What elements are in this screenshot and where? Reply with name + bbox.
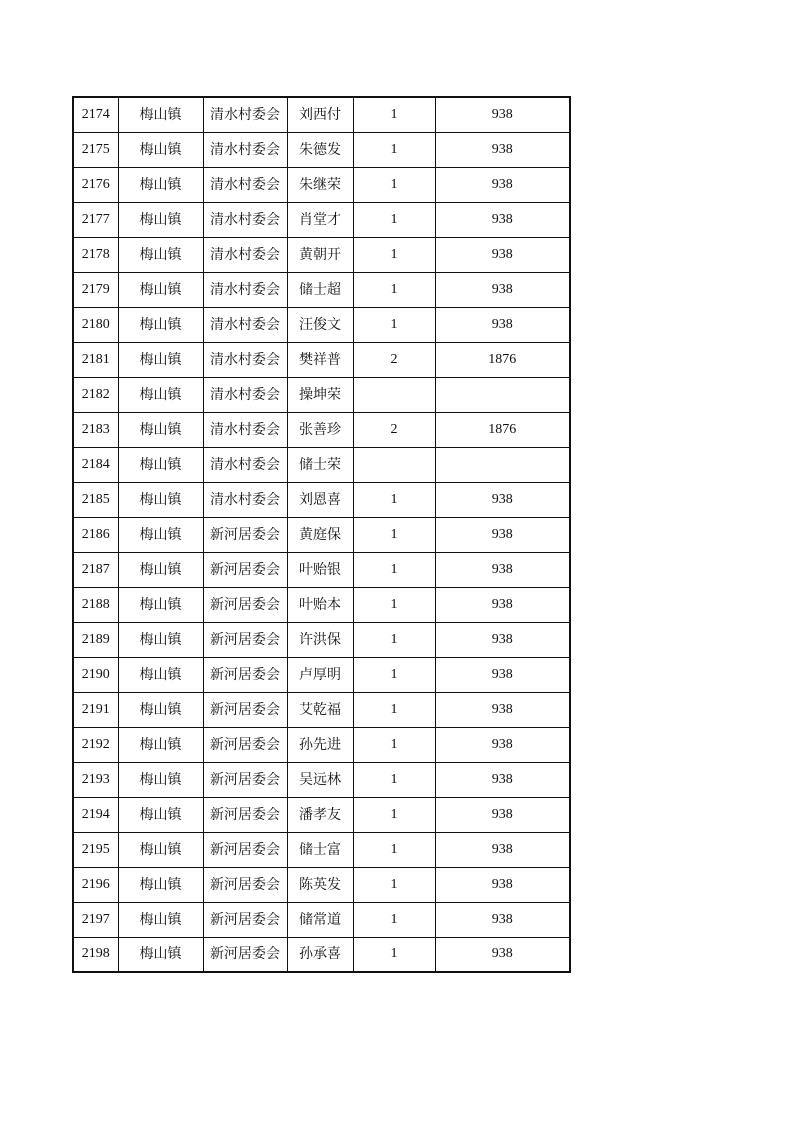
table-row (73, 202, 570, 237)
count-cell: 1 (353, 832, 435, 867)
person-name-cell: 操坤荣 (287, 377, 353, 412)
person-name-cell: 朱德发 (287, 132, 353, 167)
table-row (73, 342, 570, 377)
person-name-cell: 刘恩喜 (287, 482, 353, 517)
table-row (73, 657, 570, 692)
town-cell: 梅山镇 (118, 517, 203, 552)
count-cell: 1 (353, 237, 435, 272)
record-number-cell: 2180 (73, 307, 118, 342)
person-name-cell: 储士超 (287, 272, 353, 307)
amount-cell: 938 (435, 237, 570, 272)
records-table-body (73, 97, 570, 972)
count-cell: 1 (353, 552, 435, 587)
amount-cell: 938 (435, 482, 570, 517)
table-row (73, 377, 570, 412)
amount-cell: 938 (435, 552, 570, 587)
count-cell: 1 (353, 937, 435, 972)
town-cell: 梅山镇 (118, 272, 203, 307)
count-cell: 1 (353, 797, 435, 832)
person-name-cell: 吴远林 (287, 762, 353, 797)
table-row (73, 167, 570, 202)
count-cell: 1 (353, 132, 435, 167)
table-row (73, 482, 570, 517)
amount-cell: 938 (435, 97, 570, 132)
table-row (73, 692, 570, 727)
table-row (73, 237, 570, 272)
record-number-cell: 2191 (73, 692, 118, 727)
person-name-cell: 张善珍 (287, 412, 353, 447)
record-number-cell: 2193 (73, 762, 118, 797)
amount-cell: 938 (435, 587, 570, 622)
person-name-cell: 黄朝开 (287, 237, 353, 272)
town-cell: 梅山镇 (118, 797, 203, 832)
committee-cell: 新河居委会 (203, 762, 287, 797)
record-number-cell: 2183 (73, 412, 118, 447)
record-number-cell: 2197 (73, 902, 118, 937)
amount-cell: 938 (435, 307, 570, 342)
committee-cell: 新河居委会 (203, 587, 287, 622)
count-cell: 1 (353, 97, 435, 132)
town-cell: 梅山镇 (118, 622, 203, 657)
amount-cell: 938 (435, 272, 570, 307)
person-name-cell: 叶贻银 (287, 552, 353, 587)
amount-cell: 938 (435, 517, 570, 552)
count-cell: 1 (353, 727, 435, 762)
count-cell: 1 (353, 517, 435, 552)
table-row (73, 937, 570, 972)
committee-cell: 清水村委会 (203, 167, 287, 202)
count-cell: 1 (353, 622, 435, 657)
committee-cell: 新河居委会 (203, 552, 287, 587)
committee-cell: 新河居委会 (203, 622, 287, 657)
amount-cell: 938 (435, 797, 570, 832)
record-number-cell: 2192 (73, 727, 118, 762)
amount-cell: 938 (435, 167, 570, 202)
committee-cell: 清水村委会 (203, 482, 287, 517)
town-cell: 梅山镇 (118, 342, 203, 377)
town-cell: 梅山镇 (118, 167, 203, 202)
record-number-cell: 2181 (73, 342, 118, 377)
table-row (73, 517, 570, 552)
committee-cell: 清水村委会 (203, 237, 287, 272)
amount-cell: 938 (435, 902, 570, 937)
town-cell: 梅山镇 (118, 97, 203, 132)
table-row (73, 832, 570, 867)
committee-cell: 新河居委会 (203, 867, 287, 902)
record-number-cell: 2187 (73, 552, 118, 587)
table-row (73, 552, 570, 587)
person-name-cell: 樊祥普 (287, 342, 353, 377)
table-row (73, 132, 570, 167)
table-row (73, 272, 570, 307)
record-number-cell: 2178 (73, 237, 118, 272)
person-name-cell: 朱继荣 (287, 167, 353, 202)
town-cell: 梅山镇 (118, 587, 203, 622)
count-cell: 1 (353, 902, 435, 937)
amount-cell: 938 (435, 132, 570, 167)
amount-cell: 1876 (435, 342, 570, 377)
record-number-cell: 2190 (73, 657, 118, 692)
committee-cell: 新河居委会 (203, 692, 287, 727)
record-number-cell: 2174 (73, 97, 118, 132)
count-cell (353, 447, 435, 482)
person-name-cell: 黄庭保 (287, 517, 353, 552)
amount-cell (435, 377, 570, 412)
record-number-cell: 2188 (73, 587, 118, 622)
record-number-cell: 2185 (73, 482, 118, 517)
committee-cell: 新河居委会 (203, 937, 287, 972)
committee-cell: 清水村委会 (203, 202, 287, 237)
committee-cell: 新河居委会 (203, 517, 287, 552)
person-name-cell: 陈英发 (287, 867, 353, 902)
record-number-cell: 2182 (73, 377, 118, 412)
record-number-cell: 2175 (73, 132, 118, 167)
committee-cell: 清水村委会 (203, 412, 287, 447)
town-cell: 梅山镇 (118, 552, 203, 587)
record-number-cell: 2196 (73, 867, 118, 902)
table-row (73, 587, 570, 622)
committee-cell: 新河居委会 (203, 797, 287, 832)
town-cell: 梅山镇 (118, 832, 203, 867)
town-cell: 梅山镇 (118, 657, 203, 692)
amount-cell: 938 (435, 867, 570, 902)
count-cell: 1 (353, 167, 435, 202)
count-cell: 2 (353, 412, 435, 447)
count-cell: 1 (353, 307, 435, 342)
town-cell: 梅山镇 (118, 377, 203, 412)
person-name-cell: 潘孝友 (287, 797, 353, 832)
record-number-cell: 2186 (73, 517, 118, 552)
committee-cell: 新河居委会 (203, 832, 287, 867)
committee-cell: 清水村委会 (203, 132, 287, 167)
committee-cell: 清水村委会 (203, 307, 287, 342)
table-row (73, 447, 570, 482)
record-number-cell: 2177 (73, 202, 118, 237)
amount-cell: 938 (435, 762, 570, 797)
count-cell: 1 (353, 202, 435, 237)
amount-cell: 938 (435, 622, 570, 657)
record-number-cell: 2176 (73, 167, 118, 202)
person-name-cell: 叶贻本 (287, 587, 353, 622)
record-number-cell: 2195 (73, 832, 118, 867)
committee-cell: 清水村委会 (203, 272, 287, 307)
amount-cell: 938 (435, 202, 570, 237)
table-row (73, 867, 570, 902)
count-cell: 1 (353, 482, 435, 517)
person-name-cell: 卢厚明 (287, 657, 353, 692)
town-cell: 梅山镇 (118, 692, 203, 727)
committee-cell: 清水村委会 (203, 342, 287, 377)
person-name-cell: 孙承喜 (287, 937, 353, 972)
person-name-cell: 刘西付 (287, 97, 353, 132)
count-cell: 2 (353, 342, 435, 377)
record-number-cell: 2194 (73, 797, 118, 832)
town-cell: 梅山镇 (118, 937, 203, 972)
table-row (73, 307, 570, 342)
committee-cell: 清水村委会 (203, 377, 287, 412)
person-name-cell: 汪俊文 (287, 307, 353, 342)
amount-cell: 938 (435, 832, 570, 867)
count-cell: 1 (353, 692, 435, 727)
town-cell: 梅山镇 (118, 237, 203, 272)
person-name-cell: 储士富 (287, 832, 353, 867)
town-cell: 梅山镇 (118, 727, 203, 762)
table-row (73, 902, 570, 937)
town-cell: 梅山镇 (118, 202, 203, 237)
amount-cell: 938 (435, 937, 570, 972)
record-number-cell: 2184 (73, 447, 118, 482)
person-name-cell: 肖堂才 (287, 202, 353, 237)
count-cell: 1 (353, 657, 435, 692)
records-table (72, 96, 571, 973)
count-cell: 1 (353, 587, 435, 622)
table-row (73, 727, 570, 762)
amount-cell: 938 (435, 727, 570, 762)
town-cell: 梅山镇 (118, 447, 203, 482)
town-cell: 梅山镇 (118, 307, 203, 342)
table-row (73, 97, 570, 132)
person-name-cell: 艾乾福 (287, 692, 353, 727)
record-number-cell: 2179 (73, 272, 118, 307)
table-row (73, 762, 570, 797)
amount-cell (435, 447, 570, 482)
town-cell: 梅山镇 (118, 132, 203, 167)
person-name-cell: 储常道 (287, 902, 353, 937)
count-cell: 1 (353, 272, 435, 307)
town-cell: 梅山镇 (118, 482, 203, 517)
town-cell: 梅山镇 (118, 762, 203, 797)
town-cell: 梅山镇 (118, 902, 203, 937)
town-cell: 梅山镇 (118, 412, 203, 447)
amount-cell: 938 (435, 657, 570, 692)
person-name-cell: 储士荣 (287, 447, 353, 482)
amount-cell: 1876 (435, 412, 570, 447)
table-row (73, 412, 570, 447)
amount-cell: 938 (435, 692, 570, 727)
committee-cell: 清水村委会 (203, 447, 287, 482)
count-cell (353, 377, 435, 412)
person-name-cell: 孙先进 (287, 727, 353, 762)
table-row (73, 797, 570, 832)
count-cell: 1 (353, 762, 435, 797)
count-cell: 1 (353, 867, 435, 902)
town-cell: 梅山镇 (118, 867, 203, 902)
committee-cell: 新河居委会 (203, 727, 287, 762)
committee-cell: 新河居委会 (203, 657, 287, 692)
committee-cell: 清水村委会 (203, 97, 287, 132)
committee-cell: 新河居委会 (203, 902, 287, 937)
record-number-cell: 2189 (73, 622, 118, 657)
table-row (73, 622, 570, 657)
person-name-cell: 许洪保 (287, 622, 353, 657)
record-number-cell: 2198 (73, 937, 118, 972)
